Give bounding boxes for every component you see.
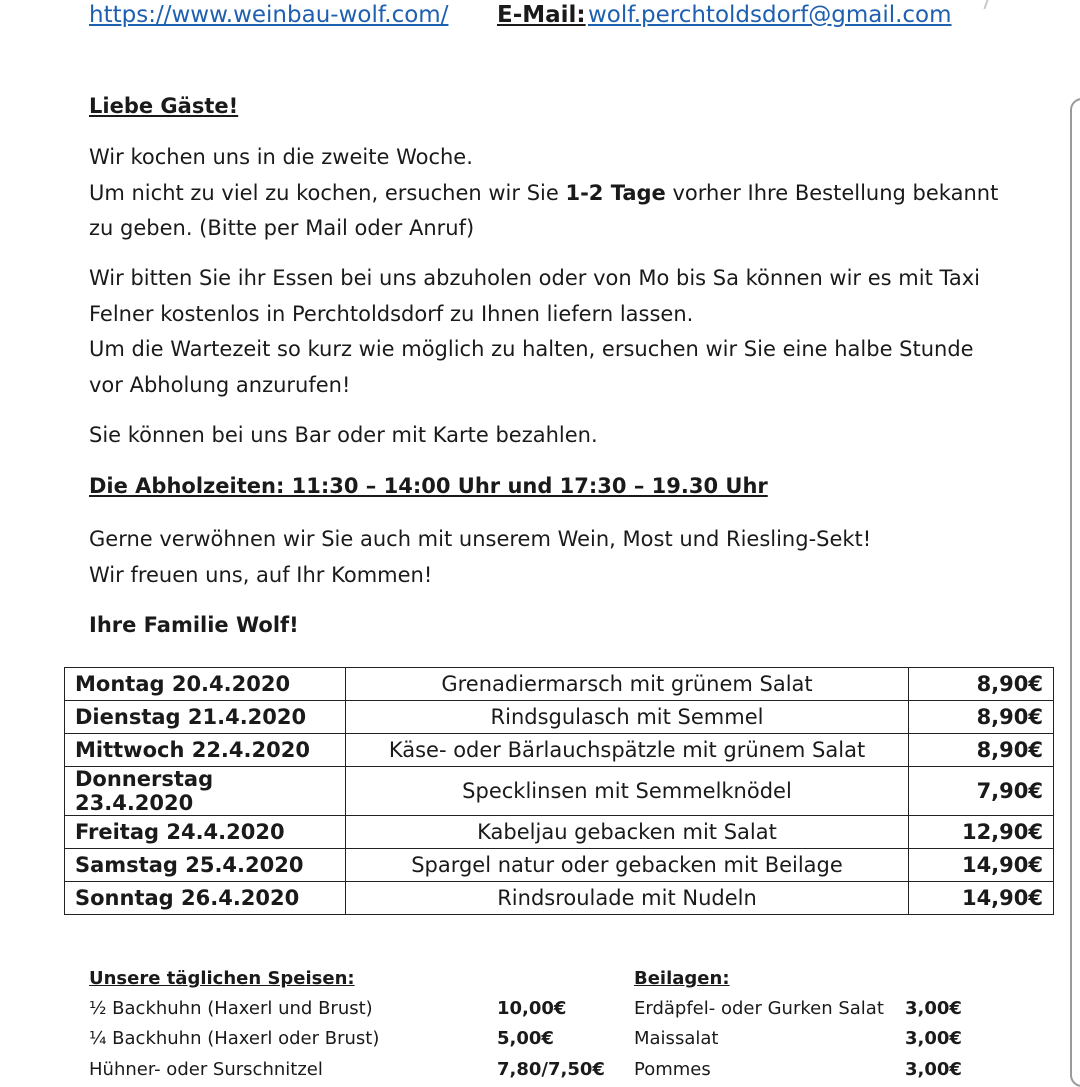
paragraph-line — [89, 175, 998, 211]
table-row — [65, 668, 1054, 701]
paragraph-line: Gerne verwöhnen wir Sie auch mit unserem Wein, Most und Riesling-Sekt! — [89, 527, 872, 551]
table-row — [65, 882, 1054, 915]
paragraph-line: Wir freuen uns, auf Ihr Kommen! — [89, 563, 433, 587]
text-span: Um nicht zu viel zu kochen, ersuchen wir Sie — [89, 181, 566, 205]
signature: Ihre Familie Wolf! — [89, 613, 299, 637]
side-item-name: Erdäpfel- oder Gurken Salat — [634, 998, 884, 1019]
daily-item-price: 7,80/7,50€ — [497, 1059, 605, 1080]
paragraph-line: zu geben. (Bitte per Mail oder Anruf) — [89, 216, 475, 240]
table-row — [65, 849, 1054, 882]
side-item-price: 3,00€ — [905, 998, 962, 1019]
website-link[interactable]: https://www.weinbau-wolf.com/ — [89, 2, 449, 28]
daily-heading: Unsere täglichen Speisen: — [89, 968, 355, 989]
menu-dish: Rindsgulasch mit Semmel — [346, 701, 909, 734]
paragraph-line: Um die Wartezeit so kurz wie möglich zu halten, ersuchen wir Sie eine halbe Stunde — [89, 337, 974, 361]
table-row — [65, 701, 1054, 734]
paragraph-line: Wir bitten Sie ihr Essen bei uns abzuholen oder von Mo bis Sa können wir es mit Taxi — [89, 266, 980, 290]
menu-dish: Spargel natur oder gebacken mit Beilage — [346, 849, 909, 882]
highlight-text: 1-2 Tage — [565, 181, 666, 205]
menu-day: Montag 20.4.2020 — [65, 668, 346, 701]
email-label: E-Mail: — [497, 2, 586, 28]
menu-price: 8,90€ — [909, 701, 1054, 734]
table-row — [65, 734, 1054, 767]
page-corner-mark — [976, 0, 990, 9]
side-item-name: Maissalat — [634, 1028, 719, 1049]
menu-day: Dienstag 21.4.2020 — [65, 701, 346, 734]
email-link[interactable]: wolf.perchtoldsdorf@gmail.com — [588, 2, 952, 28]
menu-dish: Käse- oder Bärlauchspätzle mit grünem Salat — [346, 734, 909, 767]
menu-price: 7,90€ — [909, 767, 1054, 816]
payment-info: Sie können bei uns Bar oder mit Karte bezahlen. — [89, 423, 598, 447]
side-item-name: Pommes — [634, 1059, 711, 1080]
text-span: vorher Ihre Bestellung bekannt — [665, 181, 999, 205]
daily-item-name: Hühner- oder Surschnitzel — [89, 1059, 323, 1080]
menu-dish: Rindsroulade mit Nudeln — [346, 882, 909, 915]
menu-price: 14,90€ — [909, 849, 1054, 882]
weekly-menu-table — [64, 667, 1054, 915]
scroll-edge-indicator — [1070, 98, 1080, 1087]
menu-day: Sonntag 26.4.2020 — [65, 882, 346, 915]
menu-day: Donnerstag 23.4.2020 — [65, 767, 346, 816]
greeting: Liebe Gäste! — [89, 94, 239, 118]
side-item-price: 3,00€ — [905, 1059, 962, 1080]
daily-item-name: ½ Backhuhn (Haxerl und Brust) — [89, 998, 373, 1019]
side-item-price: 3,00€ — [905, 1028, 962, 1049]
paragraph-line: Felner kostenlos in Perchtoldsdorf zu Ihnen liefern lassen. — [89, 302, 694, 326]
menu-price: 8,90€ — [909, 668, 1054, 701]
paragraph-line: vor Abholung anzurufen! — [89, 373, 351, 397]
daily-item-price: 5,00€ — [497, 1028, 554, 1049]
menu-dish: Grenadiermarsch mit grünem Salat — [346, 668, 909, 701]
menu-day: Samstag 25.4.2020 — [65, 849, 346, 882]
menu-price: 12,90€ — [909, 816, 1054, 849]
menu-day: Mittwoch 22.4.2020 — [65, 734, 346, 767]
pickup-times: Die Abholzeiten: 11:30 – 14:00 Uhr und 17:30 – 19.30 Uhr — [89, 474, 768, 498]
menu-price: 14,90€ — [909, 882, 1054, 915]
menu-dish: Specklinsen mit Semmelknödel — [346, 767, 909, 816]
table-row — [65, 767, 1054, 816]
table-row — [65, 816, 1054, 849]
menu-price: 8,90€ — [909, 734, 1054, 767]
daily-item-price: 10,00€ — [497, 998, 567, 1019]
menu-dish: Kabeljau gebacken mit Salat — [346, 816, 909, 849]
paragraph-line: Wir kochen uns in die zweite Woche. — [89, 145, 473, 169]
daily-item-name: ¼ Backhuhn (Haxerl oder Brust) — [89, 1028, 380, 1049]
menu-day: Freitag 24.4.2020 — [65, 816, 346, 849]
sides-heading: Beilagen: — [634, 968, 730, 989]
